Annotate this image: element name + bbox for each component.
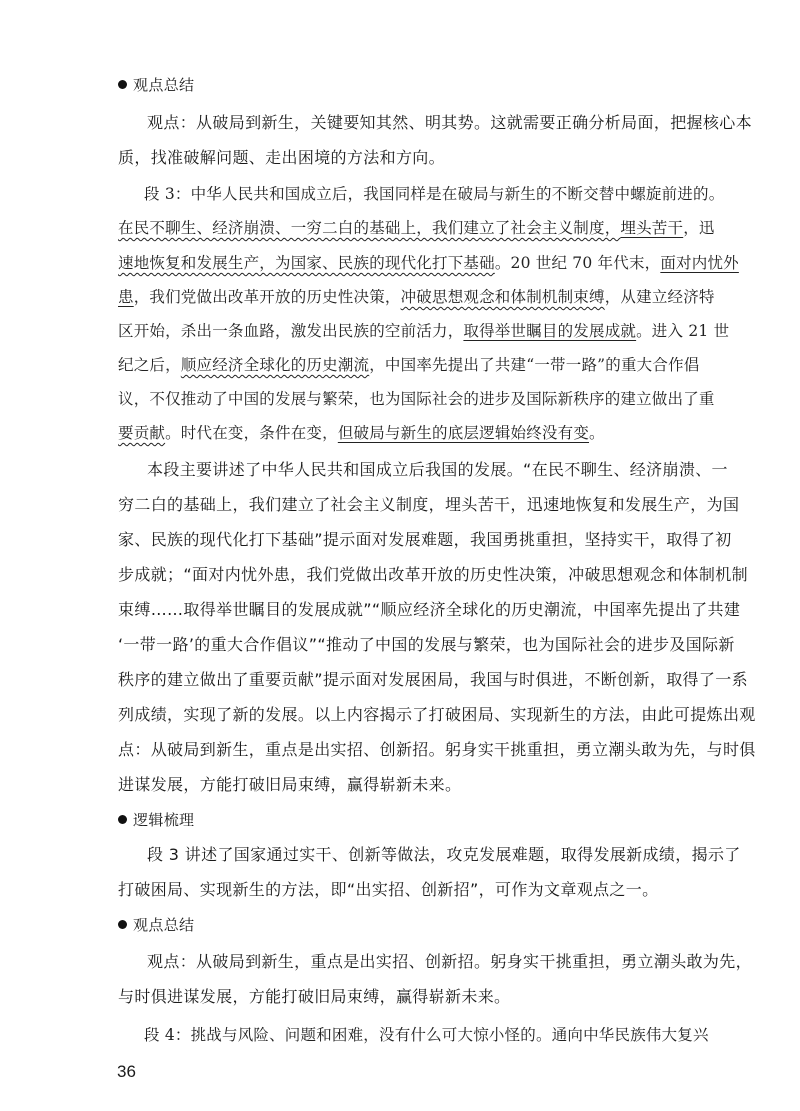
analysis-line: 家、民族的现代化打下基础”提示面对发展难题，我国勇挑重担，坚持实干，取得了初 bbox=[118, 530, 732, 549]
excerpt-line: 速地恢复和发展生产，为国家、民族的现代化打下基础。20 世纪 70 年代末，面对内忧外 bbox=[118, 254, 739, 272]
analysis-line: 步成就；“面对内忧外患，我们党做出改革开放的历史性决策，冲破思想观念和体制机制 bbox=[118, 565, 748, 584]
analysis-line: 本段主要讲述了中华人民共和国成立后我国的发展。“在民不聊生、经济崩溃、一 bbox=[147, 460, 728, 479]
bullet-icon bbox=[118, 815, 127, 824]
excerpt-line: 段 4：挑战与风险、问题和困难，没有什么可大惊小怪的。通向中华民族伟大复兴 bbox=[144, 1026, 709, 1044]
summary-line: 与时俱进谋发展，方能打破旧局束缚，赢得崭新未来。 bbox=[118, 987, 511, 1006]
logic-line: 段 3 讲述了国家通过实干、创新等做法，攻克发展难题，取得发展新成绩，揭示了 bbox=[147, 845, 741, 864]
section-heading: 观点总结 bbox=[118, 75, 194, 95]
summary-line: 质，找准破解问题、走出困境的方法和方向。 bbox=[118, 148, 446, 167]
logic-line: 打破困局、实现新生的方法，即“出实招、创新招”，可作为文章观点之一。 bbox=[118, 880, 659, 899]
excerpt-line: 区开始，杀出一条血路，激发出民族的空前活力，取得举世瞩目的发展成就。进入 21 世 bbox=[118, 322, 730, 340]
summary-line: 观点：从破局到新生，关键要知其然、明其势。这就需要正确分析局面，把握核心本 bbox=[147, 113, 752, 132]
section-heading: 观点总结 bbox=[118, 915, 194, 935]
excerpt-line: 议，不仅推动了中国的发展与繁荣，也为国际社会的进步及国际新秩序的建立做出了重 bbox=[118, 390, 715, 408]
bullet-icon bbox=[118, 920, 127, 929]
analysis-line: ‘一带一路’的重大合作倡议”“推动了中国的发展与繁荣，也为国际社会的进步及国际新 bbox=[118, 635, 735, 654]
analysis-line: 点：从破局到新生，重点是出实招、创新招。躬身实干挑重担，勇立潮头敢为先，与时俱 bbox=[118, 740, 756, 759]
analysis-line: 列成绩，实现了新的发展。以上内容揭示了打破困局、实现新生的方法，由此可提炼出观 bbox=[118, 705, 756, 724]
excerpt-line: 纪之后，顺应经济全球化的历史潮流，中国率先提出了共建“一带一路”的重大合作倡 bbox=[118, 356, 700, 374]
summary-line: 观点：从破局到新生，重点是出实招、创新招。躬身实干挑重担，勇立潮头敢为先， bbox=[147, 952, 752, 971]
excerpt-line: 在民不聊生、经济崩溃、一穷二白的基础上，我们建立了社会主义制度，埋头苦干，迅 bbox=[118, 219, 715, 237]
analysis-line: 秩序的建立做出了重要贡献”提示面对发展困局，我国与时俱进，不断创新，取得了一系 bbox=[118, 670, 748, 689]
page-number: 36 bbox=[117, 1062, 136, 1081]
analysis-line: 进谋发展，方能打破旧局束缚，赢得崭新未来。 bbox=[118, 775, 462, 794]
excerpt-line: 患，我们党做出改革开放的历史性决策，冲破思想观念和体制机制束缚，从建立经济特 bbox=[118, 288, 715, 306]
analysis-line: 穷二白的基础上，我们建立了社会主义制度，埋头苦干，迅速地恢复和发展生产，为国 bbox=[118, 495, 740, 514]
analysis-line: 束缚……取得举世瞩目的发展成就”“顺应经济全球化的历史潮流，中国率先提出了共建 bbox=[118, 600, 741, 619]
section-heading: 逻辑梳理 bbox=[118, 810, 194, 830]
excerpt-line: 要贡献。时代在变，条件在变，但破局与新生的底层逻辑始终没有变。 bbox=[118, 424, 605, 442]
bullet-icon bbox=[118, 80, 127, 89]
excerpt-line: 段 3：中华人民共和国成立后，我国同样是在破局与新生的不断交替中螺旋前进的。 bbox=[144, 185, 725, 203]
